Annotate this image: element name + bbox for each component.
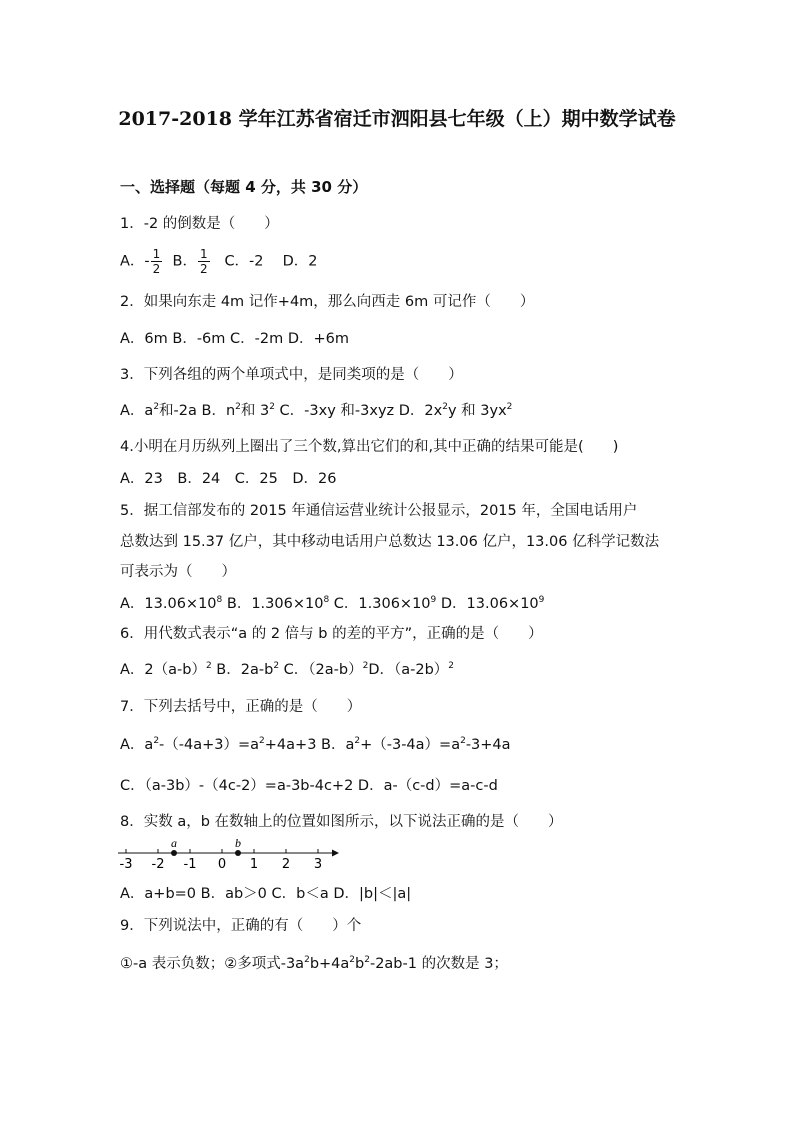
section-heading: 一、选择题（每题 4 分，共 30 分）: [120, 178, 368, 196]
option-text: A．13.06×10: [120, 596, 217, 612]
option-text: -3+4a: [465, 737, 511, 753]
question-1-options: [120, 248, 318, 275]
exponent: 2: [364, 955, 370, 965]
option-text: D．（a-2b）: [368, 662, 449, 678]
number-line-tick-label: 1: [249, 857, 259, 870]
option-text: +（-3-4a）=a: [360, 737, 461, 753]
option-text: D．13.06×10: [436, 596, 539, 612]
number-line-tick-label: -1: [183, 857, 197, 870]
exponent: 2: [506, 402, 513, 412]
exponent: 2: [349, 955, 356, 965]
option-text: C．1.306×10: [329, 596, 431, 612]
exponent: 2: [448, 661, 455, 671]
q1-option-b-label: B．: [172, 253, 197, 270]
exponent: 9: [430, 595, 437, 605]
point-a-label: a: [171, 836, 177, 850]
number-line-tick-label: -3: [119, 857, 133, 870]
q1-option-a-label: A．-: [120, 253, 150, 270]
number-line-tick-label: 0: [217, 857, 227, 870]
exponent: 2: [153, 402, 160, 412]
exponent: 8: [216, 595, 223, 605]
fraction-denominator: 2: [199, 262, 208, 276]
question-2-options: A．6m B．-6m C．-2m D．+6m: [120, 331, 349, 347]
number-line-tick-label: 3: [313, 857, 323, 870]
fraction-denominator: 2: [152, 262, 161, 276]
question-9-statement: [120, 952, 508, 973]
question-5-line-2: 总数达到 15.37 亿户，其中移动电话用户总数达 13.06 亿户，13.06 亿科学记数法: [120, 534, 660, 550]
exponent: 2: [205, 661, 212, 671]
statement-text: b: [355, 956, 365, 972]
exponent: 2: [153, 736, 160, 746]
exponent: 2: [362, 661, 369, 671]
number-line-tick-label: -2: [151, 857, 165, 870]
question-7-options-ab: [120, 733, 511, 754]
exponent: 2: [269, 402, 275, 412]
point-b-label: b: [235, 836, 241, 850]
fraction-numerator: 1: [152, 247, 161, 261]
exponent: 2: [273, 661, 280, 671]
statement-text: ①-a 表示负数；②多项式-3a: [120, 956, 305, 972]
q1-option-b-fraction: [198, 248, 210, 275]
q1-options-rest: C．-2 D．2: [224, 253, 318, 270]
option-text: 和-2a B．n: [159, 403, 236, 419]
option-text: A．2（a-b）: [120, 662, 206, 678]
option-text: -（-4a+3）=a: [159, 737, 260, 753]
option-text: A．a: [120, 737, 154, 753]
exponent: 2: [259, 736, 265, 746]
exponent: 2: [304, 955, 310, 965]
statement-text: b+4a: [309, 956, 350, 972]
option-text: B．2a-b: [211, 662, 274, 678]
question-7-options-cd: C．（a-3b）-（4c-2）=a-3b-4c+2 D．a-（c-d）=a-c-d: [120, 778, 498, 794]
option-text: A．a: [120, 403, 154, 419]
question-5-line-1: 5．据工信部发布的 2015 年通信运营业统计公报显示，2015 年，全国电话用户: [120, 503, 638, 519]
question-5-line-3: 可表示为（ ）: [120, 564, 236, 580]
option-text: C．-3xy 和-3xyz D．2x: [274, 403, 443, 419]
exponent: 2: [354, 736, 361, 746]
question-8-stem: 8．实数 a，b 在数轴上的位置如图所示，以下说法正确的是（ ）: [120, 814, 563, 830]
exponent: 2: [460, 736, 466, 746]
option-text: y 和 3yx: [447, 403, 507, 419]
question-5-options: [120, 592, 544, 613]
question-4-stem: 4.小明在月历纵列上圈出了三个数,算出它们的和,其中正确的结果可能是( ): [120, 439, 619, 455]
question-6-stem: 6．用代数式表示“a 的 2 倍与 b 的差的平方”，正确的是（ ）: [120, 626, 543, 642]
question-1-stem: 1．-2 的倒数是（ ）: [120, 216, 279, 232]
exponent: 2: [235, 402, 241, 412]
number-line-tick-label: 2: [281, 857, 291, 870]
exponent: 2: [442, 402, 448, 412]
question-9-stem: 9．下列说法中，正确的有（ ）个: [120, 918, 362, 934]
exponent: 9: [538, 595, 545, 605]
question-3-options: [120, 399, 512, 420]
question-7-stem: 7．下列去括号中，正确的是（ ）: [120, 699, 362, 715]
number-line-arrow: [332, 850, 339, 857]
q1-option-a-fraction: [151, 248, 163, 275]
question-8-options: A．a+b=0 B．ab＞0 C．b＜a D．|b|＜|a|: [120, 886, 412, 902]
option-text: C．（2a-b）: [279, 662, 363, 678]
page-title: 2017-2018 学年江苏省宿迁市泗阳县七年级（上）期中数学试卷: [118, 108, 676, 130]
statement-text: -2ab-1 的次数是 3；: [369, 956, 508, 972]
point-b: [235, 850, 241, 856]
fraction-numerator: 1: [199, 247, 208, 261]
option-text: B．1.306×10: [222, 596, 324, 612]
number-line-figure: [114, 836, 344, 870]
option-text: 和 3: [240, 403, 270, 419]
number-line-ticks: [120, 849, 323, 870]
point-a: [171, 850, 177, 856]
question-2-stem: 2．如果向东走 4m 记作+4m，那么向西走 6m 可记作（ ）: [120, 294, 535, 310]
question-6-options: [120, 658, 454, 679]
question-4-options: A．23 B．24 C．25 D．26: [120, 471, 337, 487]
exponent: 8: [323, 595, 330, 605]
question-3-stem: 3．下列各组的两个单项式中，是同类项的是（ ）: [120, 367, 463, 383]
option-text: +4a+3 B．a: [264, 737, 355, 753]
